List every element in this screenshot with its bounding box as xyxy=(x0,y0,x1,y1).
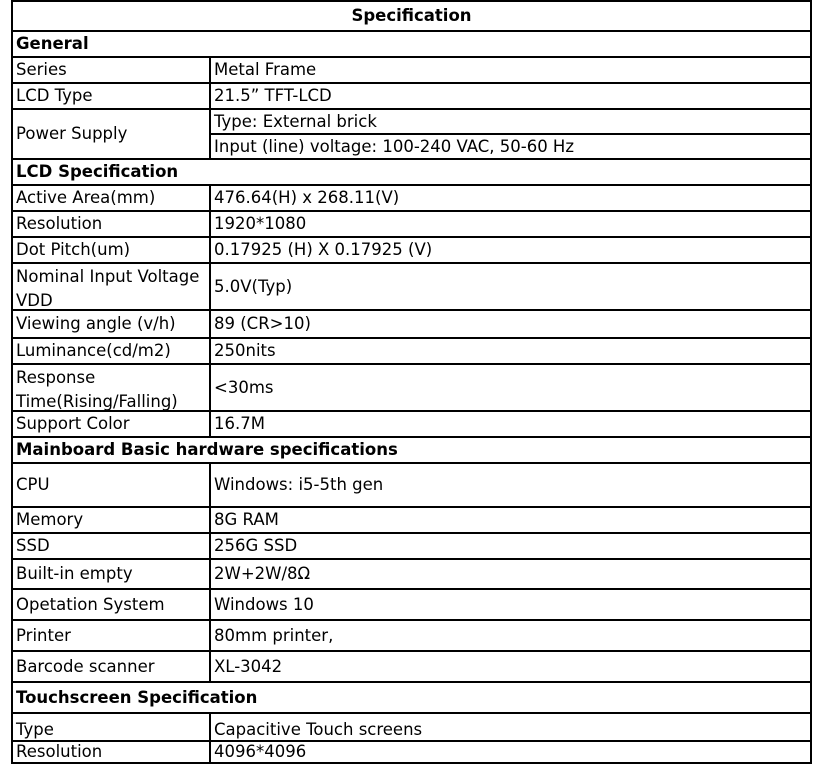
section-row-mainboard xyxy=(12,437,811,463)
table-row xyxy=(12,651,811,682)
section-heading-general: General xyxy=(12,31,811,57)
row-value: 80mm printer, xyxy=(210,620,811,651)
row-label: Barcode scanner xyxy=(12,651,210,682)
row-label: Built-in empty xyxy=(12,559,210,589)
specification-table xyxy=(11,0,812,764)
row-label: Power Supply xyxy=(12,109,210,159)
row-label: SSD xyxy=(12,533,210,559)
section-row-general xyxy=(12,31,811,57)
table-row xyxy=(12,237,811,263)
row-value: 1920*1080 xyxy=(210,211,811,237)
table-row xyxy=(12,364,811,411)
row-label: LCD Type xyxy=(12,83,210,109)
table-row xyxy=(12,211,811,237)
row-value: 250nits xyxy=(210,338,811,364)
table-row xyxy=(12,310,811,338)
row-label xyxy=(12,364,210,411)
row-value: 16.7M xyxy=(210,411,811,437)
row-value: <30ms xyxy=(210,364,811,411)
row-label: CPU xyxy=(12,463,210,507)
row-value: Capacitive Touch screens xyxy=(210,713,811,741)
table-title: Specification xyxy=(12,1,811,31)
row-value: Windows: i5-5th gen xyxy=(210,463,811,507)
row-value: 89 (CR>10) xyxy=(210,310,811,338)
row-label: Printer xyxy=(12,620,210,651)
row-value: Type: External brick xyxy=(210,109,811,134)
table-row xyxy=(12,713,811,741)
table-row xyxy=(12,559,811,589)
row-label: Type xyxy=(12,713,210,741)
table-row xyxy=(12,338,811,364)
table-row xyxy=(12,263,811,310)
row-label: Support Color xyxy=(12,411,210,437)
row-label: Resolution xyxy=(12,741,210,763)
table-row xyxy=(12,57,811,83)
row-value: 21.5” TFT-LCD xyxy=(210,83,811,109)
table-row xyxy=(12,463,811,507)
row-label: Series xyxy=(12,57,210,83)
row-value: Windows 10 xyxy=(210,589,811,620)
row-value: XL-3042 xyxy=(210,651,811,682)
table-row xyxy=(12,620,811,651)
table-row xyxy=(12,533,811,559)
row-value: 5.0V(Typ) xyxy=(210,263,811,310)
table-row xyxy=(12,185,811,211)
row-label: Memory xyxy=(12,507,210,533)
row-label xyxy=(12,263,210,310)
table-row xyxy=(12,411,811,437)
title-row xyxy=(12,1,811,31)
row-label-text: Nominal Input Voltage VDD xyxy=(16,267,200,309)
row-label: Luminance(cd/m2) xyxy=(12,338,210,364)
row-value: 476.64(H) x 268.11(V) xyxy=(210,185,811,211)
section-heading-mainboard: Mainboard Basic hardware specifications xyxy=(12,437,811,463)
table-row xyxy=(12,507,811,533)
row-label: Viewing angle (v/h) xyxy=(12,310,210,338)
row-label: Dot Pitch(um) xyxy=(12,237,210,263)
row-value: Input (line) voltage: 100-240 VAC, 50-60 Hz xyxy=(210,134,811,159)
row-label: Active Area(mm) xyxy=(12,185,210,211)
section-row-lcd xyxy=(12,159,811,185)
table-row xyxy=(12,83,811,109)
row-value: 8G RAM xyxy=(210,507,811,533)
table-row xyxy=(12,741,811,763)
row-label: Opetation System xyxy=(12,589,210,620)
table-row xyxy=(12,109,811,134)
row-value: 2W+2W/8Ω xyxy=(210,559,811,589)
row-value: 0.17925 (H) X 0.17925 (V) xyxy=(210,237,811,263)
row-label: Resolution xyxy=(12,211,210,237)
section-row-touch xyxy=(12,682,811,713)
row-value: 4096*4096 xyxy=(210,741,811,763)
row-value: Metal Frame xyxy=(210,57,811,83)
row-value: 256G SSD xyxy=(210,533,811,559)
section-heading-lcd: LCD Specification xyxy=(12,159,811,185)
row-label-text: Response Time(Rising/Falling) xyxy=(16,368,178,410)
section-heading-touch: Touchscreen Specification xyxy=(12,682,811,713)
table-row xyxy=(12,589,811,620)
